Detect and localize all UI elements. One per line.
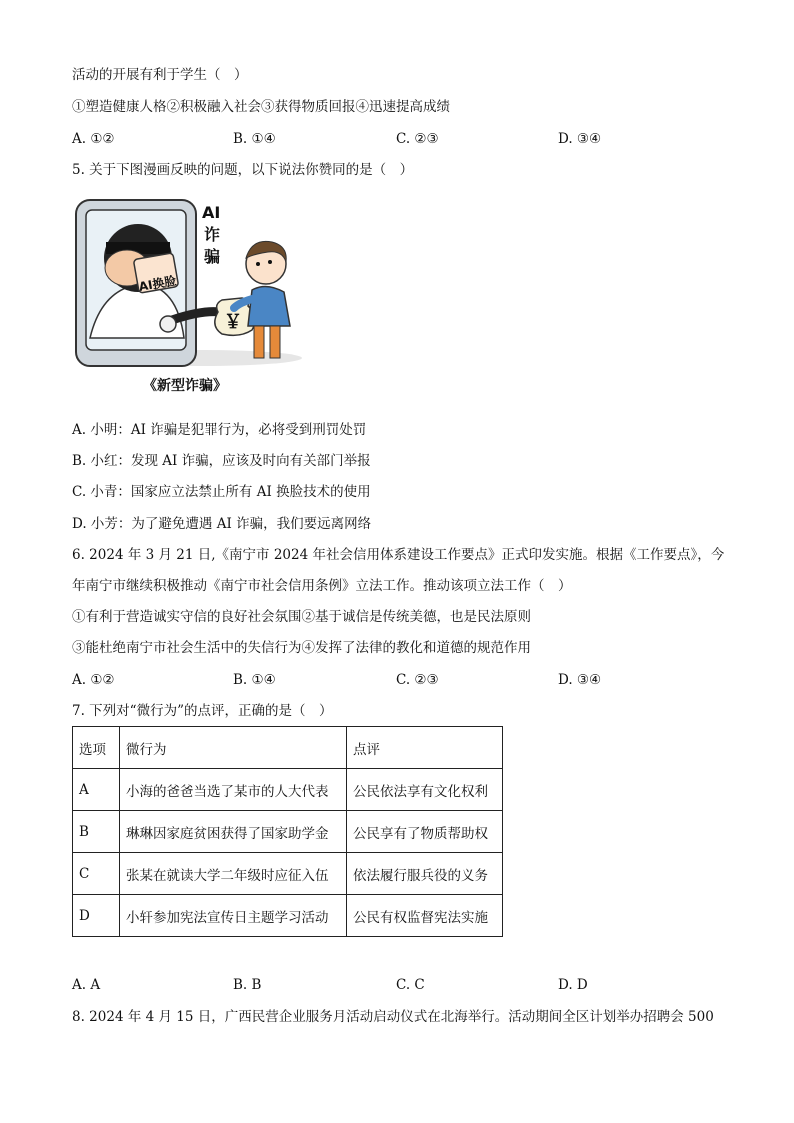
table-cell: A	[73, 769, 120, 811]
q4-statements: ①塑造健康人格②积极融入社会③获得物质回报④迅速提高成绩	[72, 99, 450, 115]
q7-option-b: B. B	[233, 977, 262, 993]
table-cell: B	[73, 811, 120, 853]
q6-stem-line1: 6. 2024 年 3 月 21 日,《南宁市 2024 年社会信用体系建设工作要点》正式印发实施。根据《工作要点》，今	[72, 547, 725, 563]
q7-table	[72, 726, 503, 937]
q4-option-c: C. ②③	[396, 131, 439, 147]
table-cell: 小海的爸爸当选了某市的人大代表	[120, 769, 347, 811]
table-header-cell: 点评	[347, 727, 503, 769]
q5-option-d: D. 小芳：为了避免遭遇 AI 诈骗，我们要远离网络	[72, 516, 372, 532]
q5-option-a: A. 小明：AI 诈骗是犯罪行为，必将受到刑罚处罚	[72, 422, 367, 438]
table-cell: 公民享有了物质帮助权	[347, 811, 503, 853]
side-text-pian: 骗	[204, 247, 221, 266]
q8-stem: 8. 2024 年 4 月 15 日，广西民营企业服务月活动启动仪式在北海举行。活动期间全区计划举办招聘会 500	[72, 1009, 714, 1025]
table-header-row	[73, 727, 503, 769]
table-cell: C	[73, 853, 120, 895]
q6-option-a: A. ①②	[72, 672, 115, 688]
cartoon-caption: 《新型诈骗》	[143, 378, 227, 394]
money-bag-text: ￥	[224, 312, 242, 333]
q5-option-c: C. 小青：国家应立法禁止所有 AI 换脸技术的使用	[72, 484, 371, 500]
q4-stem-tail: 活动的开展有利于学生（ ）	[72, 67, 248, 83]
q7-option-c: C. C	[396, 977, 425, 993]
table-row	[73, 895, 503, 937]
table-row	[73, 811, 503, 853]
q7-option-a: A. A	[72, 977, 101, 993]
side-text-zha: 诈	[204, 225, 221, 244]
q6-stem-line2: 年南宁市继续积极推动《南宁市社会信用条例》立法工作。推动该项立法工作（ ）	[72, 578, 572, 594]
q4-option-b: B. ①④	[233, 131, 276, 147]
table-cell: D	[73, 895, 120, 937]
table-cell: 公民依法享有文化权利	[347, 769, 503, 811]
q7-option-d: D. D	[558, 977, 588, 993]
cartoon-image	[72, 198, 306, 370]
q5-stem: 5. 关于下图漫画反映的问题，以下说法你赞同的是（ ）	[72, 162, 414, 178]
q6-statement-line2: ③能杜绝南宁市社会生活中的失信行为④发挥了法律的教化和道德的规范作用	[72, 640, 531, 656]
table-cell: 张某在就读大学二年级时应征入伍	[120, 853, 347, 895]
q6-option-d: D. ③④	[558, 672, 602, 688]
mask-text: AI换脸	[137, 273, 178, 294]
q4-option-d: D. ③④	[558, 131, 602, 147]
q4-option-a: A. ①②	[72, 131, 115, 147]
table-header-cell: 微行为	[120, 727, 347, 769]
table-row	[73, 853, 503, 895]
table-cell: 琳琳因家庭贫困获得了国家助学金	[120, 811, 347, 853]
q6-statement-line1: ①有利于营造诚实守信的良好社会氛围②基于诚信是传统美德，也是民法原则	[72, 609, 531, 625]
q7-stem: 7. 下列对“微行为”的点评，正确的是（ ）	[72, 703, 333, 719]
table-row	[73, 769, 503, 811]
boy-body	[248, 286, 290, 326]
q5-option-b: B. 小红：发现 AI 诈骗，应该及时向有关部门举报	[72, 453, 371, 469]
table-cell: 公民有权监督宪法实施	[347, 895, 503, 937]
table-cell: 小轩参加宪法宣传日主题学习活动	[120, 895, 347, 937]
side-text-ai: AI	[202, 203, 221, 222]
q6-option-b: B. ①④	[233, 672, 276, 688]
table-header-cell: 选项	[73, 727, 120, 769]
q6-option-c: C. ②③	[396, 672, 439, 688]
table-cell: 依法履行服兵役的义务	[347, 853, 503, 895]
